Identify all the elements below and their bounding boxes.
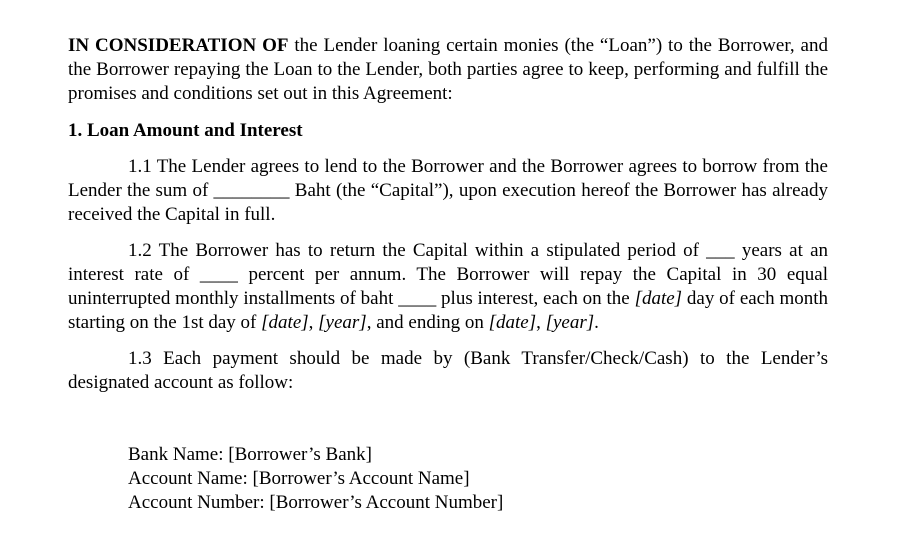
intro-text: the Lender loaning certain monies (the “Loan”) to the Borrower, and the Borrower repaying the Loan to the Lender, both parties agree to keep, performing and fulfill the promises and conditions set out in this Agreement:: [68, 35, 828, 104]
date-placeholder: [date]: [261, 312, 309, 333]
clause-1-2-text-c: , and ending on: [366, 312, 489, 333]
separator: ,: [308, 312, 319, 333]
year-placeholder: [year]: [318, 312, 367, 333]
clause-1-1: 1.1 The Lender agrees to lend to the Borrower and the Borrower agrees to borrow from the Lender the sum of ________ Baht (the “Capital”), upon execution hereof the Borrower has already received the Capital in full.: [68, 156, 828, 225]
document-page: [68, 34, 828, 515]
bank-name-line: Bank Name: [Borrower’s Bank]: [128, 444, 372, 465]
clause-1-2-end: .: [594, 312, 599, 333]
bank-details: [128, 443, 828, 515]
intro-lead: IN CONSIDERATION OF: [68, 35, 289, 56]
date-placeholder: [date]: [634, 288, 683, 309]
intro-paragraph: [68, 34, 828, 106]
account-name-line: Account Name: [Borrower’s Account Name]: [128, 468, 470, 489]
clause-1-2-text-a: 1.2 The Borrower has to return the Capital within a stipulated period of ___ years at an interest rate of ____ percent per annum. The Borrower will repay the Capital in 30 equal uninterrupted monthly installments of baht ____ plus interest, each on the: [68, 240, 828, 309]
clause-1-2: [68, 239, 828, 335]
clause-1-2-text-b: day of each month starting on the 1st day of: [68, 288, 829, 333]
clause-1-3: 1.3 Each payment should be made by (Bank Transfer/Check/Cash) to the Lender’s designated account as follow:: [68, 348, 828, 393]
year-placeholder: [year]: [545, 312, 595, 333]
section-heading: 1. Loan Amount and Interest: [68, 120, 303, 141]
account-number-line: Account Number: [Borrower’s Account Number]: [128, 492, 504, 513]
date-placeholder: [date]: [488, 312, 537, 333]
separator: ,: [536, 312, 546, 333]
